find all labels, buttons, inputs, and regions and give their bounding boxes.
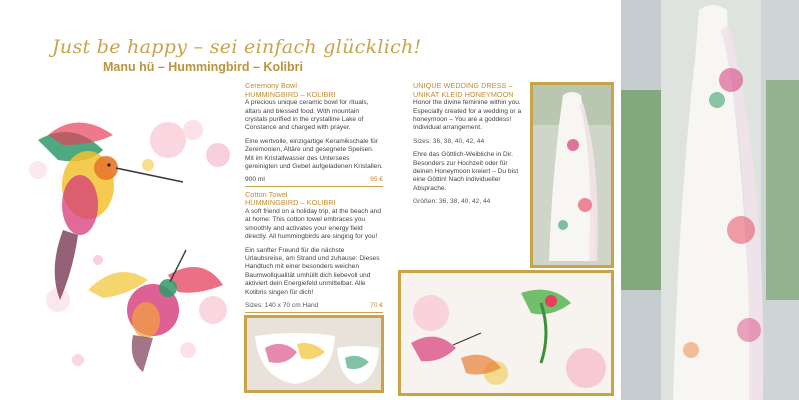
bowl-title-line2: HUMMINGBIRD – KOLIBRI — [245, 89, 336, 99]
dress-title-line2: UNIKAT KLEID HONEYMOON — [413, 89, 514, 99]
towel-price: 70 € — [370, 302, 383, 310]
bowl-text-en: A precious unique ceramic bowl for rituals, altars and blessed food. With mountain crystals purified in the crystalline Lake of Constance and charged with prayer. — [245, 99, 369, 132]
product-column-left — [245, 82, 383, 317]
towel-size: Sizes: 140 x 70 cm Hand — [245, 302, 319, 310]
bowl-size: 900 ml — [245, 176, 265, 184]
subheadline: Manu hü – Hummingbird – Kolibri — [103, 60, 303, 74]
towel-title — [245, 191, 383, 208]
dress-title — [413, 82, 529, 99]
towel-text-de: Ein sanfter Freund für die nächste Urlaubsreise, am Strand und zuhause: Dieses Handtuch mit einer besonders weichen Baumwollqualität umhüllt dich liebevoll und aktiviert dein Energiefeld unmittelbar. Alle Kolibris singen für dich! — [245, 246, 380, 296]
towel-title-line1: Cotton Towel — [245, 189, 288, 199]
towel-text-en: A soft friend on a holiday trip, at the beach and at home: This cotton towel embraces you smoothly and activates your energy field directly. All hummingbirds are singing for you! — [245, 208, 381, 241]
bowl-title-line1: Ceremony Bowl — [245, 81, 298, 90]
towel-photo — [398, 270, 614, 396]
dress-photo-small — [530, 82, 614, 268]
towel-title-line2: HUMMINGBIRD – KOLIBRI — [245, 198, 336, 208]
dress-text-de: Ehre das Göttlich-Weibliche in Dir. Besonders zur Hochzeit oder für deinen Honeymoon kreiert – Du bist eine Göttin! Nach individueller Absprache. — [413, 151, 519, 192]
dress-title-line1: UNIQUE WEDDING DRESS – — [413, 81, 513, 90]
bowl-title — [245, 82, 383, 99]
dress-sizes-en: Sizes: 36, 38, 40, 42, 44 — [413, 137, 485, 145]
bowl-price: 95 € — [370, 176, 383, 184]
dress-sizes-de: Größen: 36, 38, 40, 42, 44 — [413, 198, 491, 206]
hummingbird-illustration — [18, 110, 238, 380]
headline: Just be happy – sei einfach glücklich! — [52, 36, 422, 58]
towel-price-row — [245, 302, 383, 312]
bowls-photo — [244, 315, 384, 393]
dress-photo-large — [621, 0, 799, 400]
bowl-text-de: Eine wertvolle, einzigartige Keramikschale für Zeremonien, Altäre und gesegnete Speisen. Mit im Kristallwasser des Untersees gereinigten und Gebet aufgeladenen Kristallen. — [245, 137, 383, 171]
product-column-right — [413, 82, 529, 212]
bowl-price-row — [245, 176, 383, 186]
dress-text-en: Honor the divine feminine within you. Especially created for a wedding or a honeymoon – You are a goddess! Individual arrangement. — [413, 99, 522, 132]
